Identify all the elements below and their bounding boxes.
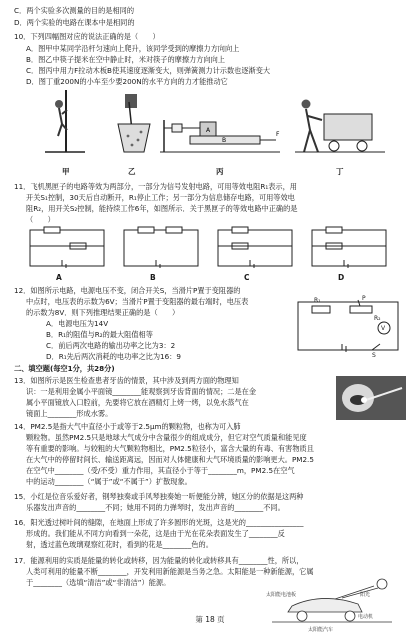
q11-option-a-label: A xyxy=(56,273,62,282)
q12-option-a: A．电源电压为14V xyxy=(46,319,109,328)
caption-jia: 甲 xyxy=(62,167,70,176)
caption-ding: 丁 xyxy=(336,167,344,176)
q11-line-3: 阻R₂，用开关S₂控制，能持续工作6年，如图所示．关于黑匣子的等效电路中正确的是 xyxy=(26,204,298,213)
q17-line-3: 于________（选填“清洁”或“非清洁”）能源。 xyxy=(26,578,171,587)
svg-text:A: A xyxy=(206,127,211,134)
page-number: 第 18 页 xyxy=(195,615,225,624)
figure-jia-climber xyxy=(45,90,85,152)
solar-motor-label: 电动机 xyxy=(358,614,374,620)
solar-sunlight-label: 阳光 xyxy=(360,592,371,598)
q15-line-2: 乐器发出声音的________不同；她用不同的力弹琴时，发出声音的________不同。 xyxy=(26,503,285,512)
prev-option-c: C．两个实验多次测量的目的是相同的 xyxy=(14,6,135,15)
q12-option-b: B．R₁的阻值与R₂的最大阻值相等 xyxy=(46,330,153,339)
q10-stem: 10．下列四幅图对应的说法正确的是（ ） xyxy=(14,32,160,41)
q12-circuit xyxy=(292,294,408,358)
q12-option-d: D．R₁先后两次消耗的电功率之比为16：9 xyxy=(46,352,181,361)
caption-bing: 丙 xyxy=(216,167,224,176)
section-2-heading: 二、填空题(每空1分，共28分) xyxy=(14,364,115,373)
q11-circuits xyxy=(24,226,394,272)
q11-option-d-label: D xyxy=(338,273,345,282)
q10-option-d: D．图丁重200N的小车至少要200N的水平方向的力才能推动它 xyxy=(26,77,228,86)
q13-line-4: 镜面上________形成水雾。 xyxy=(26,409,113,418)
q14-line-4: 在大气中的停留时间长、输送距离远，因而对人体健康和大气环境质量的影响更大。PM2.5 xyxy=(26,455,314,464)
q12-line-1: 12．如图所示电路，电源电压不变，闭合开关S，当滑片P置于变阻器的 xyxy=(14,286,241,295)
q11-option-c-label: C xyxy=(244,273,250,282)
q12-s-label: S xyxy=(372,352,376,358)
q16-line-2: 形成的。我们能从不同方向看到一朵花，这是由于光在花朵表面发生了________反 xyxy=(26,529,285,538)
q10-option-b: B．图乙中筷子提米在空中静止时，米对筷子的摩擦力方向向上 xyxy=(26,55,225,64)
q14-line-1: 14．PM2.5是指大气中直径小于或等于2.5μm的颗粒物，也称为可入肺 xyxy=(14,422,241,431)
q12-option-c: C．前后两次电路的输出功率之比为3：2 xyxy=(46,341,176,350)
solar-caption: 太阳能汽车 xyxy=(308,627,334,633)
q14-line-5: 在空气中________（受/不受）重力作用，其直径小于等于________m，PM2.5在空气 xyxy=(26,466,295,475)
q15-line-1: 15．小红是位音乐爱好者，钢琴独奏或手风琴独奏她一听便能分辨，她区分的依据是这两种 xyxy=(14,492,304,501)
q13-line-2: 识：一是利用金属小平面镜________能观察到牙齿背面的情况；二是在金 xyxy=(26,387,257,396)
q17-line-2: 人类可利用的能量不断________，开发利用新能源是当务之急。太阳能是一种新能源，它属 xyxy=(26,567,314,576)
q10-option-a: A．图甲中某同学沿杆匀速向上爬升，该同学受到的摩擦力方向向上 xyxy=(26,44,240,53)
q14-line-6: 中的运动________（“属于”或“不属于”）扩散现象。 xyxy=(26,477,192,486)
figure-yi-chopsticks xyxy=(118,94,150,152)
svg-text:F: F xyxy=(276,131,280,138)
q12-p-label: P xyxy=(362,295,366,302)
q16-line-1: 16．阳光透过树叶间的缝隙，在地面上形成了许多圆形的光斑，这是光的________________ xyxy=(14,518,304,527)
caption-yi: 乙 xyxy=(128,167,136,176)
q14-line-3: 等有重要的影响。与较粗的大气颗粒物相比，PM2.5粒径小，富含大量的有毒、有害物质且 xyxy=(26,444,314,453)
q11-line-4: （ ） xyxy=(26,215,55,224)
q12-v-label: V xyxy=(381,325,386,332)
q12-r2-label: R₂ xyxy=(374,315,381,322)
q11-line-1: 11．飞机黑匣子的电路等效为两部分，一部分为信号发射电路，可用等效电阻R₁表示，用 xyxy=(14,182,297,191)
q12-line-2: 中点时，电压表的示数为6V；当滑片P置于变阻器的最右端时，电压表 xyxy=(26,297,249,306)
solar-car-figure xyxy=(262,576,402,634)
q14-line-2: 颗粒物。虽然PM2.5只是地球大气成分中含量很少的组成成分，但它对空气质量和能见度 xyxy=(26,433,307,442)
q16-line-3: 射，透过蓝色玻璃观察红花时，看到的花是________色的。 xyxy=(26,540,213,549)
svg-text:B: B xyxy=(222,137,227,144)
q12-line-3: 的示数为8V．则下列推理结果正确的是（ ） xyxy=(26,308,180,317)
prev-option-d: D．两个实验的电路在课本中是相同的 xyxy=(14,18,135,27)
figure-ding-cart xyxy=(295,100,385,153)
q11-line-2: 开关S₁控制，30天后自动断开，R₁停止工作；另一部分为信息储存电路，可用等效电 xyxy=(26,193,295,202)
q13-line-3: 属小平面镜放入口腔前，先要将它放在酒精灯上烤一烤，以免水蒸气在 xyxy=(26,398,249,407)
q12-r1-label: R₁ xyxy=(314,297,321,304)
solar-panel-label: 太阳能电池板 xyxy=(266,592,297,598)
dentist-photo xyxy=(336,376,406,420)
figure-bing-board xyxy=(160,120,280,152)
q10-option-c: C．图丙中用力F拉动木板B使其速度逐渐变大，则弹簧测力计示数也逐渐变大 xyxy=(26,66,271,75)
q13-line-1: 13．如图所示是医生检查患者牙齿的情景，其中涉及到两方面的物理知 xyxy=(14,376,239,385)
q10-figures xyxy=(40,90,400,164)
q17-line-1: 17．能源利用的实质是能量的转化或转移，因为能量的转化或转移具有________性，所以， xyxy=(14,556,304,565)
q11-option-b-label: B xyxy=(150,273,156,282)
